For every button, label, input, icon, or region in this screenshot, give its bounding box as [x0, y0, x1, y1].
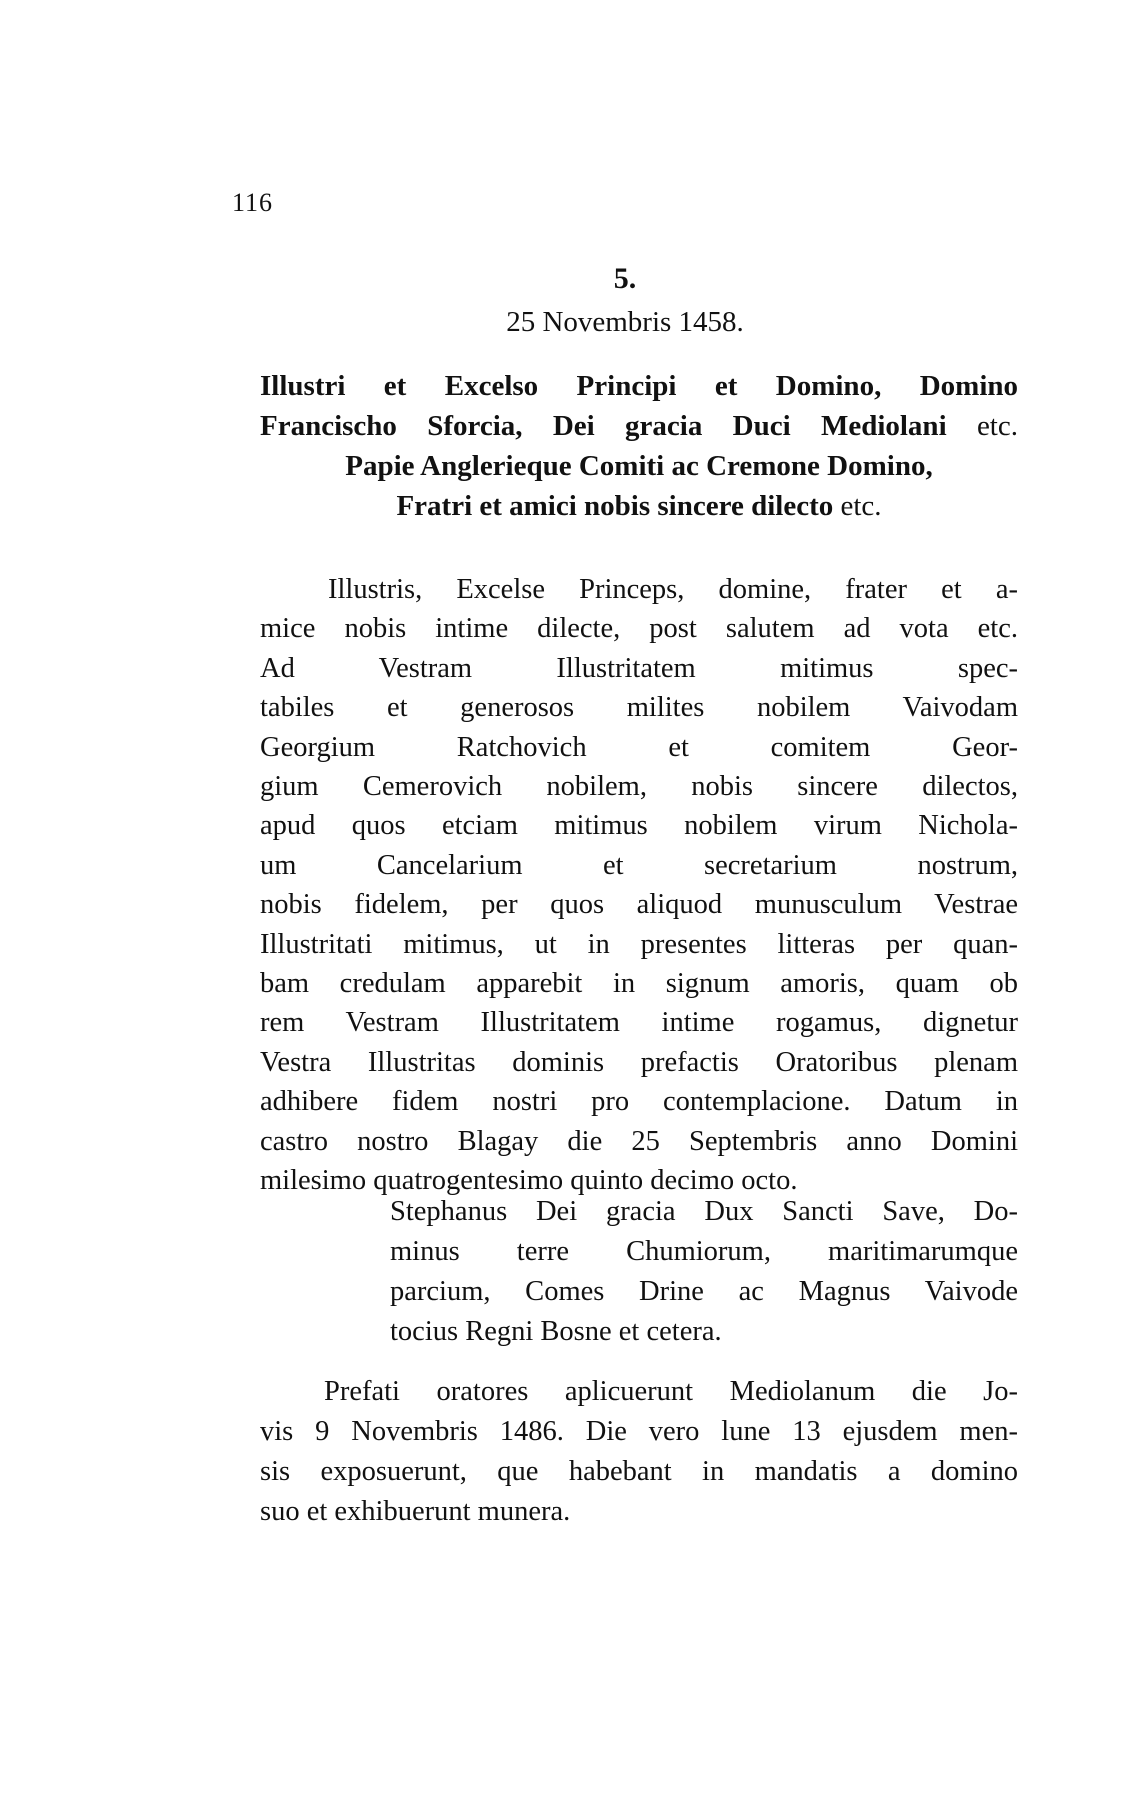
- body-line: Ad Vestram Illustritatem mitimus spec-: [260, 652, 1018, 684]
- body-line: bam credulam apparebit in signum amoris, quam ob: [260, 968, 1018, 1000]
- document-number: [0, 262, 1140, 296]
- body-line: castro nostro Blagay die 25 Septembris anno Domini: [260, 1125, 1018, 1157]
- page-number: 116: [232, 188, 274, 217]
- document-date: [0, 306, 1140, 339]
- address-block: [260, 366, 1018, 526]
- body-line: nobis fidelem, per quos aliquod munusculum Vestrae: [260, 889, 1018, 921]
- address-line-1: Illustri et Excelso Principi et Domino, Domino: [260, 370, 1018, 402]
- signature-line: Stephanus Dei gracia Dux Sancti Save, Do-: [390, 1196, 1018, 1227]
- body-line: rem Vestram Illustritatem intime rogamus, dignetur: [260, 1007, 1018, 1039]
- body-line: tabiles et generosos milites nobilem Vaivodam: [260, 692, 1018, 724]
- body-line: gium Cemerovich nobilem, nobis sincere dilectos,: [260, 771, 1018, 803]
- address-line-2-tail: etc.: [976, 410, 1018, 442]
- signature-line: minus terre Chumiorum, maritimarumque: [390, 1236, 1018, 1267]
- signature-line: tocius Regni Bosne et cetera.: [390, 1316, 722, 1347]
- body-line: mice nobis intime dilecte, post salutem ad vota etc.: [260, 613, 1018, 645]
- note-line: suo et exhibuerunt munera.: [260, 1496, 571, 1527]
- body-line: milesimo quatrogentesimo quinto decimo octo.: [260, 1165, 798, 1197]
- body-line: Vestra Illustritas dominis prefactis Oratoribus plenam: [260, 1046, 1018, 1078]
- document-date-text: 25 Novembris 1458.: [506, 306, 744, 338]
- address-line-4-bold: Fratri et amici nobis sincere dilecto: [396, 490, 834, 522]
- body-line: adhibere fidem nostri pro contemplacione. Datum in: [260, 1086, 1018, 1118]
- body-line: apud quos etciam mitimus nobilem virum Nichola-: [260, 810, 1018, 842]
- note-line: sis exposuerunt, que habebant in mandatis a domino: [260, 1456, 1018, 1487]
- note-line: vis 9 Novembris 1486. Die vero lune 13 ejusdem men-: [260, 1416, 1018, 1447]
- document-number-text: 5.: [613, 262, 637, 295]
- body-line: um Cancelarium et secretarium nostrum,: [260, 849, 1018, 881]
- body-line: Illustris, Excelse Princeps, domine, frater et a-: [328, 574, 1018, 605]
- address-line-2-bold: Francischo Sforcia, Dei gracia Duci Mediolani: [260, 410, 947, 442]
- signature-block: [390, 1192, 1018, 1352]
- body-line: Georgium Ratchovich et comitem Geor-: [260, 731, 1018, 763]
- letter-body: [260, 570, 1018, 1201]
- note-line: Prefati oratores aplicuerunt Mediolanum die Jo-: [324, 1376, 1018, 1407]
- editorial-note: [260, 1372, 1018, 1532]
- signature-line: parcium, Comes Drine ac Magnus Vaivode: [390, 1276, 1018, 1307]
- body-line: Illustritati mitimus, ut in presentes litteras per quan-: [260, 928, 1018, 960]
- address-line-3: Papie Anglerieque Comiti ac Cremone Domino,: [345, 450, 933, 482]
- address-line-4: [260, 486, 1018, 526]
- address-line-2: [260, 406, 1018, 446]
- address-line-4-tail: etc.: [840, 490, 882, 522]
